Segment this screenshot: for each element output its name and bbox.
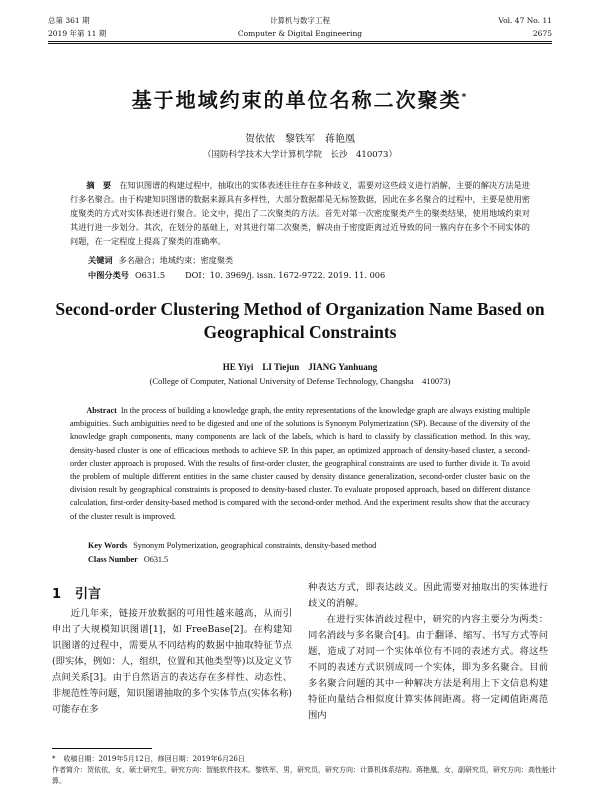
footnote-rule xyxy=(52,748,152,749)
volume-number: Vol. 47 No. 11 xyxy=(498,16,552,25)
title-footnote-mark: * xyxy=(461,92,469,103)
abstract-cn-label: 摘 要 xyxy=(86,180,112,190)
title-cn-text: 基于地域约束的单位名称二次聚类 xyxy=(131,88,462,112)
footnote xyxy=(52,754,560,787)
class-number-cn xyxy=(88,270,385,281)
class-number-en xyxy=(88,555,168,564)
section-number: 1 xyxy=(52,587,62,602)
class-cn-number: O631.5 xyxy=(134,270,166,280)
paper-title-cn xyxy=(0,84,600,113)
issue-number: 总第 361 期 xyxy=(48,16,90,25)
header-rule-thin xyxy=(48,43,552,44)
keywords-cn-label: 关键词 xyxy=(88,255,113,265)
paper-title-en: Second-order Clustering Method of Organization Name Based on Geographical Constraints xyxy=(55,299,545,342)
body-column-left: 近几年来，链接开放数据的可用性越来越高，从而引申出了大规模知识图谱[1]，如 FreeBase[2]。在构建知识图谱的过程中，需要从不同结构的数据中抽取特征节点(即实体，例如：人，组织，位置和其他类型等)以及定义节点间关系[3]。由于自然语言的表达存在多样性、动态性、非规范性等问题，知识图谱抽取的多个实体节点(实体名称)可能存在多 xyxy=(52,608,292,715)
abstract-en-text: In the process of building a knowledge graph, the entity representations of the knowledge graph are always existing multiple ambiguities. Such ambiguities need to be digested and one of the solutions is Synonym Polymerization (SP). Because of the diversity of the knowledge graph components, many components are lack of the labels, which is hard to classify by classification method. In this way, density-based cluster is one of efficacious methods to achieve SP. In this paper, an optimized approach of density-based cluster, a second-order cluster approach is proposed. With the results of first-order cluster, the geographical constraints are used to further divide it. To avoid the problem of multiple different entities in the same cluster caused by density distance generalization, second-order cluster basic on the division result by geographical constraints is proposed to density-based cluster. To evaluate proposed approach, based on different distance calculation, first-order density-based method is compared with the second-order method. And the experiment results show that the accuracy of the cluster result is improved. xyxy=(70,406,530,521)
authors-cn: 贺依依 黎铁军 蒋艳凰 xyxy=(245,134,355,145)
abstract-en-label: Abstract xyxy=(86,406,117,415)
footnote-mark: * xyxy=(52,755,56,763)
page-header xyxy=(48,14,552,42)
doi: DOI：10. 3969/j. issn. 1672-9722. 2019. 11. 006 xyxy=(185,270,386,280)
affiliation-en: (College of Computer, National University of Defense Technology, Changsha 410073) xyxy=(149,376,451,386)
year-issue: 2019 年第 11 期 xyxy=(48,29,107,38)
class-cn-label: 中图分类号 xyxy=(88,270,129,280)
keywords-en xyxy=(88,541,376,550)
abstract-cn xyxy=(70,178,530,248)
abstract-cn-text: 在知识图谱的构建过程中，抽取出的实体表述往往存在多种歧义，需要对这些歧义进行消解，主要的解决方法是进行多名聚合。由于构建知识图谱的数据来源具有多样性，大部分数据都是无标签数据，因此在多名聚合的过程中，主要是使用密度聚类的方式对实体表述进行聚合。论文中，提出了二次聚类的方法。首先对第一次密度聚类产生的聚类结果，使用地域约束对其进行进一步划分。其次，在划分的基础上，对其进行第二次聚类，解决由于密度距离过近导致的同一簇内存在多个不同实体的问题，在一定程度上提高了聚类的准确率。 xyxy=(70,180,530,246)
footnote-author-bio: 作者简介：贺依依，女，硕士研究生，研究方向：智能软件技术。黎铁军，男，研究员，研究方向：计算机体系结构。蒋艳凰，女，副研究员，研究方向：高性能计算。 xyxy=(52,766,556,785)
body-paragraph-continued: 种表达方式，即表达歧义。因此需要对抽取出的实体进行歧义的消解。 xyxy=(308,582,548,609)
authors-en: HE Yiyi LI Tiejun JIANG Yanhuang xyxy=(222,362,378,372)
affiliation-cn: （国防科学技术大学计算机学院 长沙 410073） xyxy=(203,150,397,160)
keywords-en-label: Key Words xyxy=(88,541,128,550)
journal-name-cn: 计算机与数字工程 xyxy=(270,16,330,25)
section-title: 引言 xyxy=(75,587,102,602)
journal-name-en: Computer & Digital Engineering xyxy=(237,29,363,38)
page-number: 2675 xyxy=(532,29,552,38)
section-heading-intro xyxy=(52,583,101,602)
body-column-right xyxy=(308,580,548,724)
keywords-en-text: Synonym Polymerization, geographical constraints, density-based method xyxy=(133,541,377,550)
abstract-en xyxy=(70,404,530,523)
keywords-cn-text: 多名融合；地域约束；密度聚类 xyxy=(118,255,234,265)
class-en-label: Class Number xyxy=(88,555,138,564)
keywords-cn xyxy=(88,255,233,266)
footnote-dates xyxy=(52,754,560,765)
class-en-number: O631.5 xyxy=(143,555,169,564)
body-paragraph: 在进行实体消歧过程中，研究的内容主要分为两类：同名消歧与多名聚合[4]。由于翻译、缩写、书写方式等问题，造成了对同一个实体单位有不同的表述方式。将这些不同的表述方式识别成同一个实体，即为多名聚合。目前多名聚合问题的其中一种解决方法是利用上下文信息构建特征向量结合相似度计算实体间距离。将一定阈值距离范围内 xyxy=(308,614,548,721)
footnote-dates-text: 收稿日期：2019年5月12日，修回日期：2019年6月26日 xyxy=(63,755,245,763)
header-rule xyxy=(48,41,552,42)
